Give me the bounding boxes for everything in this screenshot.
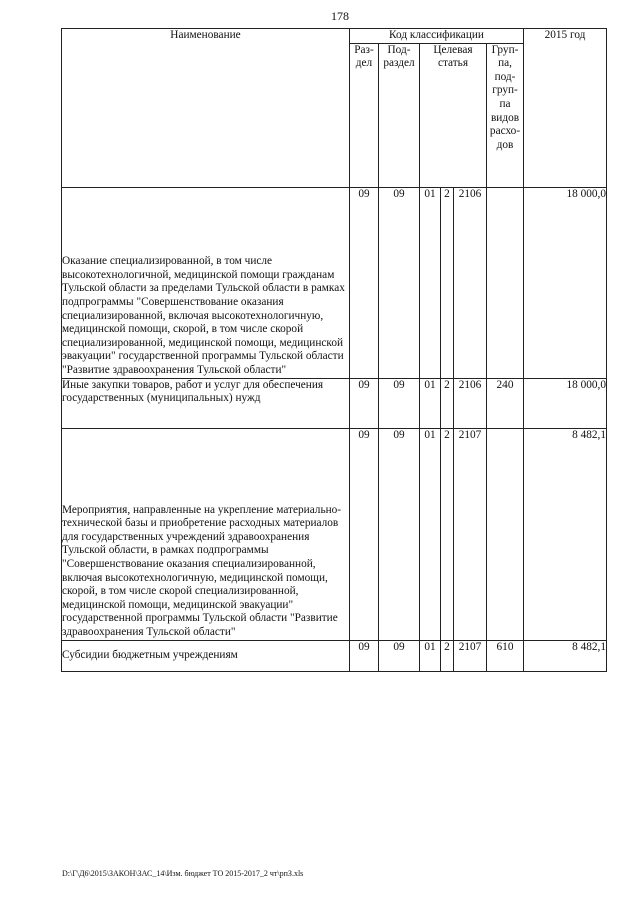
row-name: Оказание специализированной, в том числе высокотехнологичной, медицинской помощи гражданам Тульской области за пределами Тульской области в рамках подпрограммы "Совершенствование оказания специализированной, включая высокотехнологичную, медицинской помощи, скорой, в том числе скорой специализированной, медицинской помощи, медицинской эвакуации" государственной программы Тульской области "Развитие здравоохранения Тульской области" — [62, 187, 350, 378]
row-amount: 18 000,0 — [524, 187, 607, 378]
row-target-direction: 2106 — [454, 187, 487, 378]
budget-table — [61, 28, 607, 672]
row-amount: 18 000,0 — [524, 378, 607, 428]
header-subsection: Под- раздел — [379, 43, 420, 187]
row-section: 09 — [350, 428, 379, 640]
file-path-footer: D:\Г\Д6\2015\ЗАКОН\ЗАС_14\Изм. бюджет ТО 2015-2017_2 чт\рпЗ.xls — [62, 869, 304, 878]
header-year: 2015 год — [524, 29, 607, 188]
page-number: 178 — [331, 9, 349, 23]
row-section: 09 — [350, 640, 379, 671]
row-expense-group — [487, 428, 524, 640]
row-target-program: 01 — [420, 187, 441, 378]
row-target-subprogram: 2 — [441, 428, 454, 640]
table-row — [62, 428, 607, 640]
table-row — [62, 640, 607, 671]
row-name: Иные закупки товаров, работ и услуг для обеспечения государственных (муниципальных) нужд — [62, 378, 350, 428]
row-target-program: 01 — [420, 428, 441, 640]
row-target-direction: 2106 — [454, 378, 487, 428]
row-target-direction: 2107 — [454, 428, 487, 640]
row-expense-group: 610 — [487, 640, 524, 671]
row-name: Субсидии бюджетным учреждениям — [62, 640, 350, 671]
row-subsection: 09 — [379, 428, 420, 640]
row-expense-group: 240 — [487, 378, 524, 428]
row-amount: 8 482,1 — [524, 640, 607, 671]
row-target-program: 01 — [420, 378, 441, 428]
row-section: 09 — [350, 187, 379, 378]
header-section: Раз- дел — [350, 43, 379, 187]
row-subsection: 09 — [379, 378, 420, 428]
row-name: Мероприятия, направленные на укрепление материально-технической базы и приобретение расходных материалов для государственных учреждений здравоохранения Тульской области, в рамках подпрограммы "Совершенствование оказания специализированной, включая высокотехнологичную, медицинской помощи, скорой, в том числе скорой специализированной, медицинской помощи, медицинской эвакуации" государственной программы Тульской области "Развитие здравоохранения Тульской области" — [62, 428, 350, 640]
row-target-subprogram: 2 — [441, 640, 454, 671]
row-expense-group — [487, 187, 524, 378]
row-target-subprogram: 2 — [441, 378, 454, 428]
header-name: Наименование — [62, 29, 350, 188]
row-target-subprogram: 2 — [441, 187, 454, 378]
row-subsection: 09 — [379, 187, 420, 378]
row-target-direction: 2107 — [454, 640, 487, 671]
table-row — [62, 187, 607, 378]
table-row — [62, 378, 607, 428]
row-target-program: 01 — [420, 640, 441, 671]
header-target-article: Целевая статья — [420, 43, 487, 187]
header-expense-group: Груп- па, под- груп- па видов расхо- дов — [487, 43, 524, 187]
header-classification: Код классификации — [350, 29, 524, 44]
row-amount: 8 482,1 — [524, 428, 607, 640]
row-subsection: 09 — [379, 640, 420, 671]
row-section: 09 — [350, 378, 379, 428]
